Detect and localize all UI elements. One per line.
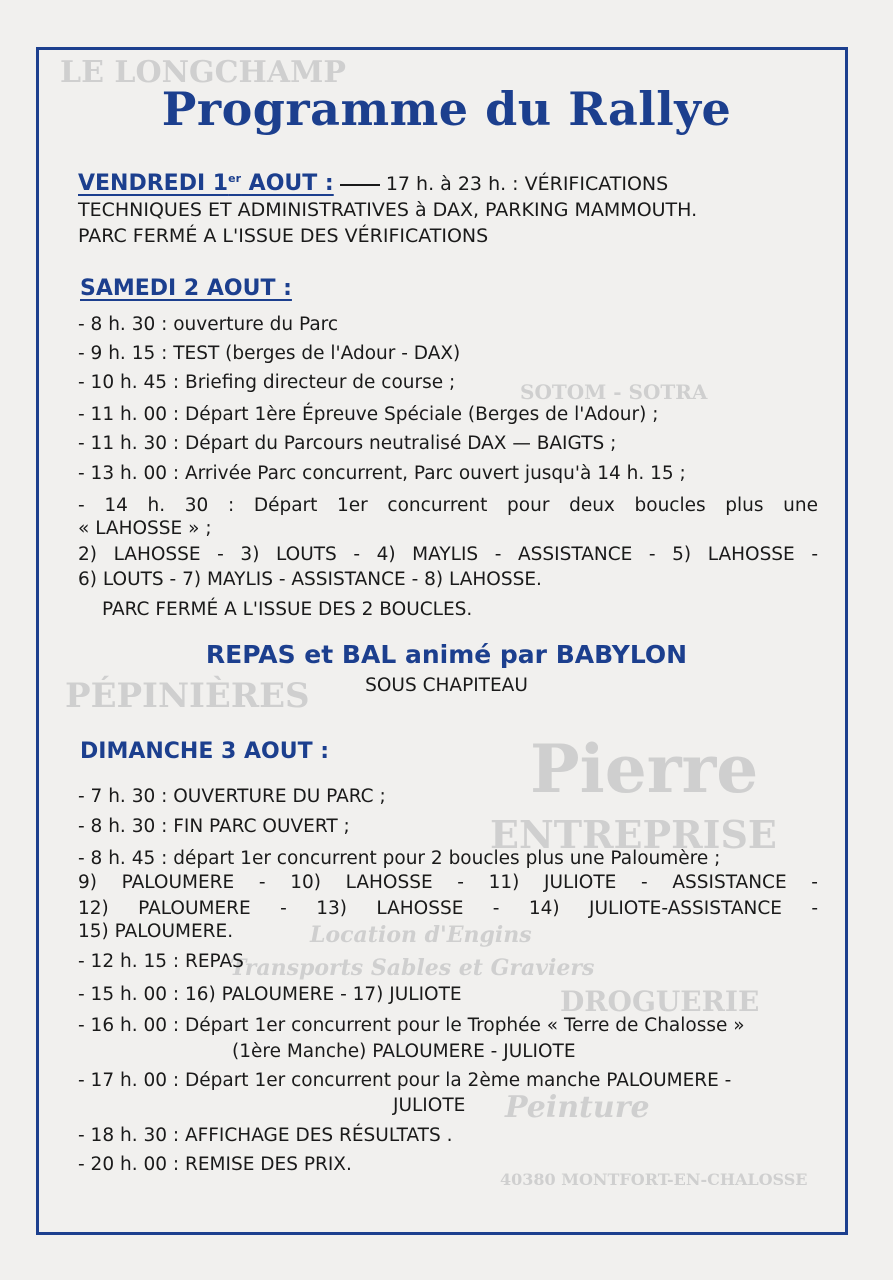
saturday-item: 6) LOUTS - 7) MAYLIS - ASSISTANCE - 8) LAHOSSE. [78, 569, 542, 590]
friday-line-1 [78, 166, 813, 197]
sunday-item: - 12 h. 15 : REPAS [78, 951, 244, 972]
friday-heading: VENDREDI 1er AOUT : [78, 171, 334, 196]
page-title: Programme du Rallye [161, 82, 732, 136]
sunday-item: - 15 h. 00 : 16) PALOUMERE - 17) JULIOTE [78, 984, 462, 1005]
sunday-item: - 8 h. 45 : départ 1er concurrent pour 2 boucles plus une Paloumère ; [78, 848, 721, 869]
saturday-item: - 13 h. 00 : Arrivée Parc concurrent, Parc ouvert jusqu'à 14 h. 15 ; [78, 463, 686, 484]
bg-show-through-2: PÉPINIÈRES [65, 676, 310, 716]
bg-show-through-7: DROGUERIE [560, 985, 760, 1018]
sunday-item: - 8 h. 30 : FIN PARC OUVERT ; [78, 816, 350, 837]
saturday-item: - 8 h. 30 : ouverture du Parc [78, 314, 339, 335]
saturday-heading: SAMEDI 2 AOUT : [80, 276, 292, 301]
saturday-item: - 11 h. 30 : Départ du Parcours neutralisé DAX — BAIGTS ; [78, 433, 617, 454]
saturday-item: « LAHOSSE » ; [78, 518, 212, 539]
event-subtitle: SOUS CHAPITEAU [365, 675, 528, 696]
sunday-item: 12) PALOUMERE - 13) LAHOSSE - 14) JULIOTE-ASSISTANCE - [78, 898, 818, 919]
bg-show-through-8: Peinture [505, 1090, 650, 1125]
sunday-item: - 18 h. 30 : AFFICHAGE DES RÉSULTATS . [78, 1125, 453, 1146]
bg-show-through-6: Transports Sables et Graviers [230, 955, 595, 981]
sunday-item: 9) PALOUMERE - 10) LAHOSSE - 11) JULIOTE - ASSISTANCE - [78, 872, 818, 893]
sunday-item: - 16 h. 00 : Départ 1er concurrent pour le Trophée « Terre de Chalosse » [78, 1015, 745, 1036]
saturday-item: 2) LAHOSSE - 3) LOUTS - 4) MAYLIS - ASSISTANCE - 5) LAHOSSE - [78, 544, 818, 565]
bg-show-through-9: 40380 MONTFORT-EN-CHALOSSE [500, 1170, 808, 1189]
bg-show-through-1: LE LONGCHAMP [60, 55, 346, 90]
bg-show-through-10: SOTOM - SOTRA [520, 380, 708, 404]
bg-show-through-5: Location d'Engins [310, 922, 532, 948]
event-headline: REPAS et BAL animé par BABYLON [205, 640, 688, 669]
saturday-item: - 10 h. 45 : Briefing directeur de course ; [78, 372, 456, 393]
sunday-item: - 17 h. 00 : Départ 1er concurrent pour la 2ème manche PALOUMERE - [78, 1070, 732, 1091]
sunday-item: (1ère Manche) PALOUMERE - JULIOTE [232, 1041, 576, 1062]
saturday-item: - 11 h. 00 : Départ 1ère Épreuve Spéciale (Berges de l'Adour) ; [78, 404, 659, 425]
sunday-item: 15) PALOUMERE. [78, 921, 234, 942]
friday-text-2: TECHNIQUES ET ADMINISTRATIVES à DAX, PARKING MAMMOUTH. [78, 199, 698, 221]
sunday-item: JULIOTE [393, 1095, 466, 1116]
saturday-item: - 9 h. 15 : TEST (berges de l'Adour - DAX) [78, 343, 461, 364]
saturday-item: - 14 h. 30 : Départ 1er concurrent pour deux boucles plus une [78, 495, 818, 516]
friday-text-1: 17 h. à 23 h. : VÉRIFICATIONS [385, 173, 669, 195]
bg-show-through-4: ENTREPRISE [490, 812, 777, 857]
sunday-heading: DIMANCHE 3 AOUT : [80, 739, 330, 764]
friday-text-3: PARC FERMÉ A L'ISSUE DES VÉRIFICATIONS [78, 225, 489, 247]
friday-block [78, 166, 813, 249]
sunday-item: - 20 h. 00 : REMISE DES PRIX. [78, 1154, 352, 1175]
saturday-item: PARC FERMÉ A L'ISSUE DES 2 BOUCLES. [102, 599, 473, 620]
sunday-item: - 7 h. 30 : OUVERTURE DU PARC ; [78, 786, 386, 807]
bg-show-through-3: Pierre [530, 730, 759, 808]
